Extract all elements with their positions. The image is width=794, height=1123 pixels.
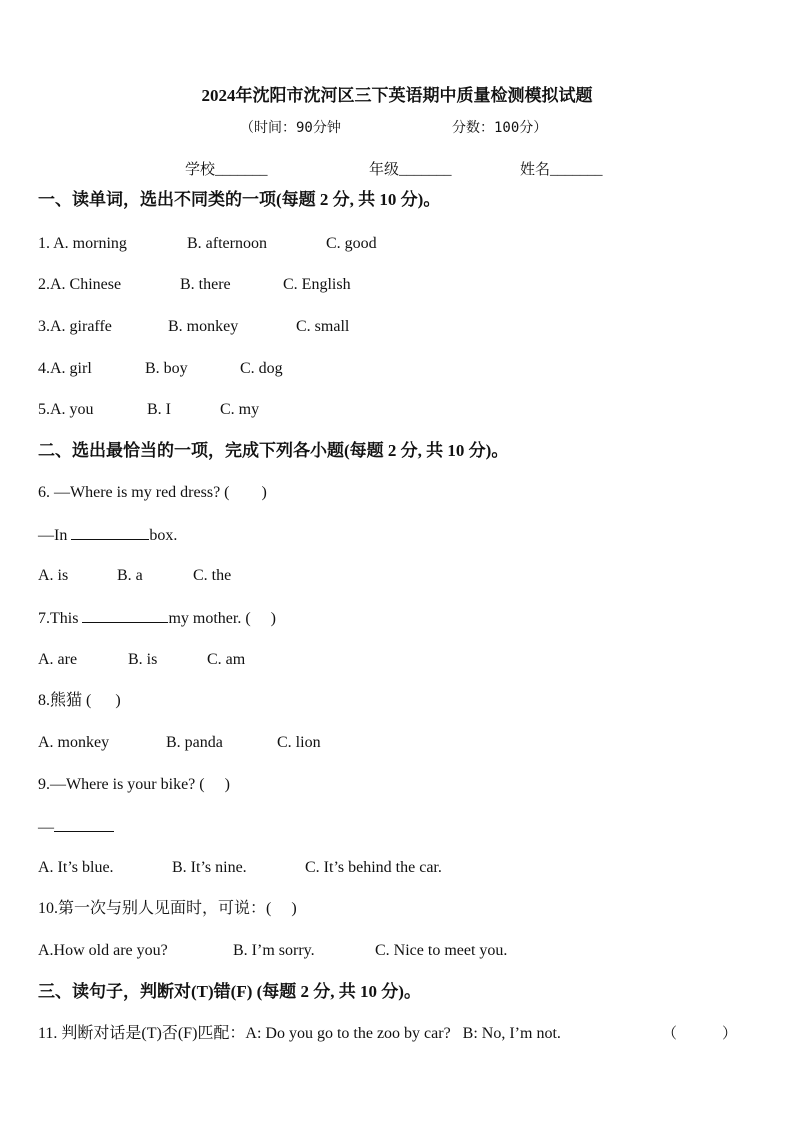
q6-stem: 6. —Where is my red dress? ( ) (38, 484, 267, 501)
q4-option-b: B. boy (145, 360, 188, 377)
q3-option-c: C. small (296, 318, 350, 335)
q7-stem-post: my mother. ( ) (168, 610, 276, 627)
q4-option-a: 4.A. girl (38, 360, 92, 377)
q6-line2-pre: —In (38, 527, 72, 544)
q8-stem: 8.熊猫 ( ) (38, 692, 121, 709)
q10-option-a: A.How old are you? (38, 942, 168, 959)
section2-heading: 二、选出最恰当的一项，完成下列各小题(每题 2 分, 共 10 分)。 (38, 441, 509, 460)
q10-stem: 10.第一次与别人见面时，可说：( ) (38, 900, 297, 917)
q6-option-b: B. a (117, 567, 143, 584)
q9-option-c: C. It’s behind the car. (305, 859, 442, 876)
q7-stem-pre: 7.This (38, 610, 83, 627)
exam-time: （时间：90分钟 (240, 120, 341, 136)
q1-option-b: B. afternoon (187, 235, 267, 252)
q9-stem: 9.—Where is your bike? ( ) (38, 776, 230, 793)
q7-option-c: C. am (207, 651, 246, 668)
q7-option-a: A. are (38, 651, 78, 668)
q5-option-c: C. my (220, 401, 260, 418)
grade-field: 年级_______ (369, 162, 452, 178)
section3-heading: 三、读句子，判断对(T)错(F) (每题 2 分, 共 10 分)。 (38, 982, 421, 1001)
q9-dash: — (38, 819, 54, 836)
section1-heading: 一、读单词，选出不同类的一项(每题 2 分, 共 10 分)。 (38, 190, 441, 209)
q9-option-a: A. It’s blue. (38, 859, 114, 876)
q4-option-c: C. dog (240, 360, 283, 377)
q5-option-b: B. I (147, 401, 171, 418)
q10-option-b: B. I’m sorry. (233, 942, 315, 959)
q8-option-b: B. panda (166, 734, 223, 751)
q6-option-c: C. the (193, 567, 232, 584)
q10-option-c: C. Nice to meet you. (375, 942, 508, 959)
q3-option-a: 3.A. giraffe (38, 318, 112, 335)
q6-answer-blank (71, 525, 149, 540)
q7-answer-blank (82, 608, 168, 623)
q1-option-c: C. good (326, 235, 377, 252)
school-field: 学校_______ (185, 162, 268, 178)
q2-option-c: C. English (283, 276, 351, 293)
page-title: 2024年沈阳市沈河区三下英语期中质量检测模拟试题 (201, 86, 593, 105)
q2-option-a: 2.A. Chinese (38, 276, 122, 293)
q9-line2 (38, 817, 114, 838)
q2-option-b: B. there (180, 276, 231, 293)
q7-stem (38, 608, 276, 629)
q6-option-a: A. is (38, 567, 69, 584)
q11-bracket: （ ） (662, 1026, 738, 1042)
q11-stem: 11. 判断对话是(T)否(F)匹配：A: Do you go to the zoo by car? B: No, I’m not. (38, 1025, 561, 1042)
q5-option-a: 5.A. you (38, 401, 94, 418)
name-field: 姓名_______ (520, 162, 603, 178)
q3-option-b: B. monkey (168, 318, 239, 335)
q6-line2-post: box. (149, 527, 178, 544)
q8-option-c: C. lion (277, 734, 321, 751)
q7-option-b: B. is (128, 651, 158, 668)
exam-score: 分数：100分） (452, 120, 548, 136)
q1-option-a: 1. A. morning (38, 235, 127, 252)
q6-line2 (38, 525, 177, 546)
q9-answer-blank (54, 817, 114, 832)
q9-option-b: B. It’s nine. (172, 859, 247, 876)
q8-option-a: A. monkey (38, 734, 110, 751)
